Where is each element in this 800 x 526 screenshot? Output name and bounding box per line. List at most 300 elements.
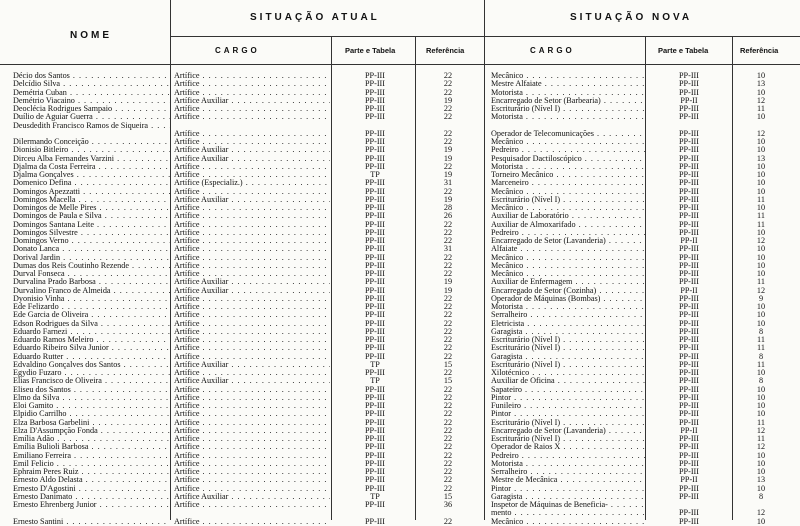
parte-tabela-nova-cell: PP-III: [678, 303, 699, 311]
referencia-nova-cell: 13: [756, 80, 766, 89]
cargo-atual-cell: Artífice . . .: [174, 105, 330, 113]
parte-tabela-nova-cell: PP-III: [678, 113, 699, 122]
cargo-atual-cell: Artífice . . .: [174, 113, 330, 121]
referencia-nova-cell: 10: [756, 179, 766, 188]
parte-tabela-nova-cell: PP-III: [678, 311, 699, 320]
cargo-nova-cell: Motorista . . .: [491, 89, 645, 97]
nome-cell: Elza Barbosa Garbelini . . .: [13, 419, 170, 427]
referencia-atual-cell: 22: [443, 294, 453, 303]
table-row: [0, 163, 800, 171]
cargo-nova-cell: Garagista . . .: [491, 328, 645, 336]
referencia-atual-cell: 22: [443, 402, 453, 410]
table-row: [0, 254, 800, 262]
referencia-nova-cell: 10: [756, 245, 766, 254]
nome-cell: Demétrio Viacaino . . .: [13, 97, 170, 105]
parte-tabela-nova-cell: PP-III: [678, 171, 699, 179]
parte-tabela-atual-cell: PP-III: [364, 476, 385, 485]
nome-cell: Ernesto Aldo Delasta . . .: [13, 476, 170, 484]
table-row: [0, 410, 800, 418]
table-row: [0, 493, 800, 501]
cargo-nova-cell: Escriturário (Nível I) . . .: [491, 105, 645, 113]
header-referencia-nova: Referência: [740, 46, 779, 55]
parte-tabela-atual-cell: PP-III: [364, 179, 385, 188]
nome-cell: Dionisio Bitleiro . . .: [13, 146, 170, 154]
parte-tabela-atual-cell: PP-III: [364, 418, 385, 427]
referencia-nova-cell: 10: [756, 253, 766, 262]
parte-tabela-atual-cell: PP-III: [364, 426, 385, 435]
referencia-nova-cell: 11: [757, 212, 765, 221]
referencia-nova-cell: 10: [756, 270, 766, 278]
cargo-atual-cell: Artífice . . .: [174, 311, 330, 319]
cargo-nova-cell: Serralheiro . . .: [491, 311, 645, 319]
table-row: [0, 287, 800, 295]
cargo-atual-cell: Artífice . . .: [174, 221, 330, 229]
nome-cell: Emil Felicio . . .: [13, 460, 170, 468]
nome-cell: Emiliano Ferreira . . .: [13, 452, 170, 460]
parte-tabela-atual-cell: PP-III: [364, 517, 385, 526]
nome-cell: Domingos de Paula e Silva . . .: [13, 212, 170, 220]
nome-cell: Delcídio Silva . . .: [13, 80, 170, 88]
cargo-nova-cell: Funileiro . . .: [491, 402, 645, 410]
cargo-nova-cell: Pedreiro . . .: [491, 146, 645, 154]
referencia-nova-cell: 12: [756, 237, 766, 245]
referencia-atual-cell: 36: [443, 501, 453, 509]
cargo-atual-cell: Artífice . . .: [174, 460, 330, 468]
cargo-atual-cell: Artífice . . .: [174, 138, 330, 146]
table-row: [0, 295, 800, 303]
cargo-atual-cell: Artífice . . .: [174, 427, 330, 435]
cargo-nova-cell: Auxiliar de Laboratório . . .: [491, 212, 645, 220]
table-row: [0, 452, 800, 460]
parte-tabela-nova-cell: PP-III: [678, 129, 699, 138]
table-row: [0, 196, 800, 204]
parte-tabela-atual-cell: PP-III: [364, 245, 385, 254]
nome-cell: Ernesto D'Agostini . . .: [13, 485, 170, 493]
cargo-atual-cell: Artífice . . .: [174, 452, 330, 460]
cargo-atual-cell: Artífice . . .: [174, 328, 330, 336]
table-row: [0, 443, 800, 451]
parte-tabela-atual-cell: PP-III: [364, 435, 385, 443]
parte-tabela-nova-cell: PP-III: [678, 294, 699, 303]
parte-tabela-atual-cell: PP-III: [364, 319, 385, 328]
parte-tabela-atual-cell: PP-III: [364, 261, 385, 270]
cargo-atual-cell: Artífice . . .: [174, 410, 330, 418]
nome-cell: Donato Lanca . . .: [13, 245, 170, 253]
table-row: [0, 229, 800, 237]
parte-tabela-nova-cell: PP-III: [678, 336, 699, 344]
nome-cell: Durval Fonseca . . .: [13, 270, 170, 278]
cargo-nova-cell: Motorista . . .: [491, 303, 645, 311]
parte-tabela-nova-cell: PP-II: [680, 476, 698, 485]
nome-cell: Eduardo Rutter . . .: [13, 353, 170, 361]
cargo-nova-cell: Encarregado de Setor (Cozinha) . . .: [491, 287, 645, 295]
referencia-nova-cell: 10: [756, 261, 766, 270]
cargo-atual-cell: Artífice . . .: [174, 237, 330, 245]
nome-cell: Domingos Verno . . .: [13, 237, 170, 245]
referencia-nova-cell: 12: [756, 509, 766, 518]
cargo-nova-cell: Motorista . . .: [491, 460, 645, 468]
nome-cell: Elias Francisco de Oliveira . . .: [13, 377, 170, 385]
cargo-atual-cell: Artífice . . .: [174, 212, 330, 220]
parte-tabela-atual-cell: PP-III: [364, 113, 385, 122]
parte-tabela-nova-cell: PP-II: [680, 96, 698, 105]
cargo-nova-cell: Auxiliar de Almoxarifado . . .: [491, 221, 645, 229]
cargo-nova-cell: mento . . .: [491, 509, 645, 517]
cargo-nova-cell: Auxiliar de Enfermagem . . .: [491, 278, 645, 286]
cargo-nova-cell: Garagista . . .: [491, 493, 645, 501]
parte-tabela-nova-cell: PP-III: [678, 162, 699, 171]
header-cargo-nova: CARGO: [530, 46, 575, 55]
table-row: [0, 427, 800, 435]
referencia-atual-cell: 22: [443, 237, 453, 245]
table-row: [0, 485, 800, 493]
referencia-atual-cell: 22: [443, 319, 453, 328]
table-row: [0, 369, 800, 377]
parte-tabela-nova-cell: PP-III: [678, 154, 699, 163]
parte-tabela-atual-cell: PP-III: [364, 162, 385, 171]
parte-tabela-nova-cell: PP-III: [678, 105, 699, 113]
nome-cell: Edvaldino Gonçalves dos Santos . . .: [13, 361, 170, 369]
cargo-nova-cell: Operador de Raios X . . .: [491, 443, 645, 451]
cargo-nova-cell: Operador de Telecomunicações . . .: [491, 130, 645, 138]
parte-tabela-atual-cell: PP-III: [364, 459, 385, 468]
referencia-atual-cell: 22: [443, 303, 453, 311]
table-row: [0, 188, 800, 196]
table-row: [0, 328, 800, 336]
parte-tabela-nova-cell: PP-III: [678, 146, 699, 155]
referencia-nova-cell: 10: [756, 468, 766, 476]
parte-tabela-atual-cell: PP-III: [364, 327, 385, 336]
table-row: [0, 336, 800, 344]
cargo-nova-cell: Mecânico . . .: [491, 72, 645, 80]
parte-tabela-nova-cell: PP-III: [678, 270, 699, 278]
table-row: [0, 146, 800, 154]
parte-tabela-atual-cell: PP-III: [364, 352, 385, 361]
parte-tabela-atual-cell: TP: [370, 360, 380, 369]
cargo-nova-cell: Mecânico . . .: [491, 254, 645, 262]
parte-tabela-atual-cell: TP: [370, 377, 380, 386]
referencia-atual-cell: 19: [443, 154, 453, 163]
referencia-atual-cell: 31: [443, 245, 453, 254]
referencia-atual-cell: 22: [443, 187, 453, 196]
referencia-atual-cell: 19: [443, 278, 453, 287]
nome-cell: Ede Garcia de Oliveira . . .: [13, 311, 170, 319]
referencia-nova-cell: 11: [757, 278, 765, 287]
parte-tabela-atual-cell: PP-III: [364, 105, 385, 113]
parte-tabela-atual-cell: PP-III: [364, 286, 385, 295]
parte-tabela-atual-cell: PP-III: [364, 195, 385, 204]
cargo-atual-cell: Artífice . . .: [174, 336, 330, 344]
parte-tabela-atual-cell: PP-III: [364, 385, 385, 394]
nome-cell: Domingos Macella . . .: [13, 196, 170, 204]
parte-tabela-atual-cell: PP-III: [364, 410, 385, 419]
parte-tabela-nova-cell: PP-III: [678, 402, 699, 410]
parte-tabela-nova-cell: PP-III: [678, 451, 699, 460]
parte-tabela-atual-cell: PP-III: [364, 228, 385, 237]
parte-tabela-atual-cell: PP-III: [364, 369, 385, 377]
cargo-atual-cell: Artífice . . .: [174, 303, 330, 311]
nome-cell: Eduardo Farnezi . . .: [13, 328, 170, 336]
parte-tabela-atual-cell: TP: [370, 492, 380, 501]
parte-tabela-nova-cell: PP-III: [678, 220, 699, 229]
parte-tabela-atual-cell: TP: [370, 171, 380, 179]
parte-tabela-nova-cell: PP-III: [678, 195, 699, 204]
referencia-nova-cell: 10: [756, 385, 766, 394]
referencia-atual-cell: 22: [443, 426, 453, 435]
table-row: [0, 212, 800, 220]
table-row: [0, 155, 800, 163]
parte-tabela-nova-cell: PP-III: [678, 352, 699, 361]
nome-cell: Duílio de Aguiar Guerra . . .: [13, 113, 170, 121]
parte-tabela-atual-cell: PP-III: [364, 402, 385, 410]
parte-tabela-nova-cell: PP-III: [678, 253, 699, 262]
parte-tabela-atual-cell: PP-III: [364, 270, 385, 278]
parte-tabela-nova-cell: PP-III: [678, 492, 699, 501]
parte-tabela-atual-cell: PP-III: [364, 212, 385, 221]
cargo-nova-cell: Pintor . . .: [491, 410, 645, 418]
cargo-atual-cell: Artífice . . .: [174, 163, 330, 171]
referencia-nova-cell: 10: [756, 162, 766, 171]
table-row: [0, 394, 800, 402]
referencia-atual-cell: 22: [443, 261, 453, 270]
cargo-nova-cell: Mecânico . . .: [491, 270, 645, 278]
referencia-nova-cell: 11: [757, 336, 765, 344]
referencia-atual-cell: 22: [443, 220, 453, 229]
table-row: [0, 320, 800, 328]
cargo-nova-cell: Escriturário (Nível I) . . .: [491, 419, 645, 427]
nome-cell: Dyonisio Vinha . . .: [13, 295, 170, 303]
parte-tabela-atual-cell: PP-III: [364, 451, 385, 460]
referencia-nova-cell: 8: [758, 377, 764, 386]
cargo-nova-cell: Pedreiro . . .: [491, 452, 645, 460]
table-row: [0, 361, 800, 369]
cargo-atual-cell: Artífice . . .: [174, 518, 330, 526]
referencia-nova-cell: 8: [758, 327, 764, 336]
referencia-atual-cell: 22: [443, 418, 453, 427]
table-row: [0, 262, 800, 270]
referencia-atual-cell: 22: [443, 88, 453, 97]
parte-tabela-atual-cell: PP-III: [364, 237, 385, 245]
referencia-atual-cell: 22: [443, 410, 453, 419]
referencia-nova-cell: 10: [756, 228, 766, 237]
table-row: [0, 245, 800, 253]
table-body: [0, 72, 800, 526]
parte-tabela-nova-cell: PP-III: [678, 212, 699, 221]
referencia-nova-cell: 10: [756, 204, 766, 212]
cargo-atual-cell: Artífice . . .: [174, 80, 330, 88]
cargo-nova-cell: Pintor . . .: [491, 394, 645, 402]
cargo-atual-cell: Artífice . . .: [174, 419, 330, 427]
cargo-atual-cell: Artífice Auxiliar . . .: [174, 97, 330, 105]
cargo-nova-cell: Mestre de Mecânica . . .: [491, 476, 645, 484]
parte-tabela-atual-cell: PP-III: [364, 138, 385, 146]
header-parte-tabela-nova: Parte e Tabela: [658, 46, 709, 55]
referencia-atual-cell: 19: [443, 286, 453, 295]
referencia-nova-cell: 10: [756, 517, 766, 526]
referencia-nova-cell: 12: [756, 443, 766, 452]
nome-cell: Deoclécia Rodrigues Sampaio . . .: [13, 105, 170, 113]
cargo-atual-cell: Artífice . . .: [174, 485, 330, 493]
nome-cell: Eliseu dos Santos . . .: [13, 386, 170, 394]
cargo-atual-cell: Artífice . . .: [174, 262, 330, 270]
parte-tabela-nova-cell: PP-III: [678, 385, 699, 394]
parte-tabela-nova-cell: PP-II: [680, 286, 698, 295]
parte-tabela-nova-cell: PP-III: [678, 377, 699, 386]
referencia-nova-cell: 10: [756, 146, 766, 155]
cargo-nova-cell: Eletricista . . .: [491, 320, 645, 328]
nome-cell: Dilermando Conceição . . .: [13, 138, 170, 146]
cargo-nova-cell: Torneiro Mecânico . . .: [491, 171, 645, 179]
cargo-nova-cell: Alfaiate . . .: [491, 245, 645, 253]
cargo-atual-cell: Artífice Auxiliar . . .: [174, 493, 330, 501]
nome-cell: Djalma da Costa Ferreira . . .: [13, 163, 170, 171]
table-row: [0, 311, 800, 319]
cargo-nova-cell: Mecânico . . .: [491, 518, 645, 526]
referencia-nova-cell: 10: [756, 303, 766, 311]
cargo-nova-cell: Mestre Alfaiate . . .: [491, 80, 645, 88]
nome-cell: Durvalina Prado Barbosa . . .: [13, 278, 170, 286]
table-row: [0, 72, 800, 80]
cargo-nova-cell: Escriturário (Nível I) . . .: [491, 196, 645, 204]
parte-tabela-atual-cell: PP-III: [364, 311, 385, 320]
parte-tabela-nova-cell: PP-III: [678, 204, 699, 212]
parte-tabela-nova-cell: PP-III: [678, 509, 699, 518]
referencia-atual-cell: 22: [443, 162, 453, 171]
referencia-atual-cell: 22: [443, 80, 453, 89]
referencia-atual-cell: 22: [443, 484, 453, 493]
header-referencia-atual: Referência: [426, 46, 465, 55]
parte-tabela-atual-cell: PP-III: [364, 294, 385, 303]
referencia-nova-cell: 10: [756, 187, 766, 196]
table-row: [0, 138, 800, 146]
cargo-atual-cell: Artífice . . .: [174, 386, 330, 394]
table-row: [0, 419, 800, 427]
cargo-nova-cell: Motorista . . .: [491, 163, 645, 171]
cargo-atual-cell: Artífice Auxiliar . . .: [174, 361, 330, 369]
parte-tabela-nova-cell: PP-III: [678, 88, 699, 97]
cargo-atual-cell: Artífice . . .: [174, 270, 330, 278]
referencia-nova-cell: 11: [757, 195, 765, 204]
referencia-atual-cell: 22: [443, 138, 453, 146]
cargo-nova-cell: Encarregado de Setor (Lavanderia) . . .: [491, 427, 645, 435]
nome-cell: Djalma Gonçalves . . .: [13, 171, 170, 179]
table-row: [0, 303, 800, 311]
header-situacao-nova: SITUAÇÃO NOVA: [570, 12, 693, 23]
parte-tabela-nova-cell: PP-III: [678, 327, 699, 336]
table-row: [0, 518, 800, 526]
parte-tabela-nova-cell: PP-II: [680, 237, 698, 245]
nome-cell: Domingos Santana Leite . . .: [13, 221, 170, 229]
cargo-nova-cell: Pintor . . .: [491, 485, 645, 493]
cargo-atual-cell: Artífice . . .: [174, 171, 330, 179]
referencia-nova-cell: 10: [756, 410, 766, 419]
nome-cell: Eduardo Ramos Meleiro . . .: [13, 336, 170, 344]
table-row: [0, 113, 800, 121]
parte-tabela-atual-cell: PP-III: [364, 443, 385, 452]
nome-cell: Eduardo Ribeiro Silva Junior . . .: [13, 344, 170, 352]
cargo-atual-cell: Artífice . . .: [174, 204, 330, 212]
parte-tabela-nova-cell: PP-III: [678, 319, 699, 328]
table-row: [0, 89, 800, 97]
referencia-atual-cell: 22: [443, 327, 453, 336]
referencia-atual-cell: 26: [443, 212, 453, 221]
parte-tabela-nova-cell: PP-III: [678, 468, 699, 476]
cargo-atual-cell: Artífice . . .: [174, 89, 330, 97]
referencia-atual-cell: 22: [443, 459, 453, 468]
nome-cell: Durvalino Franco de Almeida . . .: [13, 287, 170, 295]
referencia-atual-cell: 28: [443, 204, 453, 212]
parte-tabela-atual-cell: PP-III: [364, 154, 385, 163]
cargo-nova-cell: Mecânico . . .: [491, 204, 645, 212]
cargo-nova-cell: Escriturário (Nível I) . . .: [491, 336, 645, 344]
cargo-nova-cell: Encarregado de Setor (Barbearia) . . .: [491, 97, 645, 105]
table-row: [0, 402, 800, 410]
nome-cell: Ephraim Peres Ruiz . . .: [13, 468, 170, 476]
parte-tabela-nova-cell: PP-III: [678, 435, 699, 443]
referencia-atual-cell: 22: [443, 451, 453, 460]
parte-tabela-atual-cell: PP-III: [364, 88, 385, 97]
referencia-atual-cell: 22: [443, 336, 453, 344]
nome-cell: Ernesto Danimato . . .: [13, 493, 170, 501]
table-row: [0, 377, 800, 385]
referencia-nova-cell: 8: [758, 492, 764, 501]
nome-cell: Elmo da Silva . . .: [13, 394, 170, 402]
cargo-atual-cell: Artífice . . .: [174, 369, 330, 377]
referencia-atual-cell: 15: [443, 492, 453, 501]
cargo-atual-cell: Artífice . . .: [174, 254, 330, 262]
table-row: [0, 468, 800, 476]
parte-tabela-atual-cell: PP-III: [364, 501, 385, 509]
referencia-nova-cell: 10: [756, 402, 766, 410]
referencia-atual-cell: 19: [443, 195, 453, 204]
parte-tabela-nova-cell: PP-III: [678, 187, 699, 196]
referencia-nova-cell: 10: [756, 451, 766, 460]
referencia-nova-cell: 9: [758, 294, 764, 303]
referencia-atual-cell: 22: [443, 129, 453, 138]
referencia-nova-cell: 10: [756, 171, 766, 179]
cargo-atual-cell: Artífice Auxiliar . . .: [174, 287, 330, 295]
cargo-atual-cell: Artífice . . .: [174, 394, 330, 402]
parte-tabela-atual-cell: PP-III: [364, 344, 385, 353]
nome-cell: Deusdedith Francisco Ramos de Siqueira . . .: [13, 122, 170, 130]
referencia-atual-cell: 22: [443, 476, 453, 485]
nome-cell: Dumas dos Reis Coutinho Rezende . . .: [13, 262, 170, 270]
cargo-nova-cell: Escriturário (Nível I) . . .: [491, 361, 645, 369]
table-row: [0, 221, 800, 229]
cargo-nova-cell: Escriturário (Nível I) . . .: [491, 435, 645, 443]
cargo-nova-cell: Operador de Máquinas (Bombas) . . .: [491, 295, 645, 303]
cargo-nova-cell: Mecânico . . .: [491, 262, 645, 270]
cargo-atual-cell: Artífice . . .: [174, 188, 330, 196]
table-row: [0, 97, 800, 105]
parte-tabela-atual-cell: PP-III: [364, 253, 385, 262]
parte-tabela-atual-cell: PP-III: [364, 393, 385, 402]
referencia-atual-cell: 22: [443, 228, 453, 237]
parte-tabela-nova-cell: PP-III: [678, 138, 699, 146]
parte-tabela-atual-cell: PP-III: [364, 80, 385, 89]
cargo-atual-cell: Artífice Auxiliar . . .: [174, 146, 330, 154]
table-row: [0, 509, 800, 517]
cargo-atual-cell: Artífice . . .: [174, 468, 330, 476]
referencia-atual-cell: 31: [443, 179, 453, 188]
referencia-nova-cell: 11: [757, 105, 765, 113]
parte-tabela-atual-cell: PP-III: [364, 336, 385, 344]
cargo-atual-cell: Artífice Auxiliar . . .: [174, 155, 330, 163]
parte-tabela-nova-cell: PP-III: [678, 459, 699, 468]
cargo-nova-cell: Auxiliar de Oficina . . .: [491, 377, 645, 385]
cargo-atual-cell: Artífice Auxiliar . . .: [174, 196, 330, 204]
nome-cell: Demétria Cuban . . .: [13, 89, 170, 97]
